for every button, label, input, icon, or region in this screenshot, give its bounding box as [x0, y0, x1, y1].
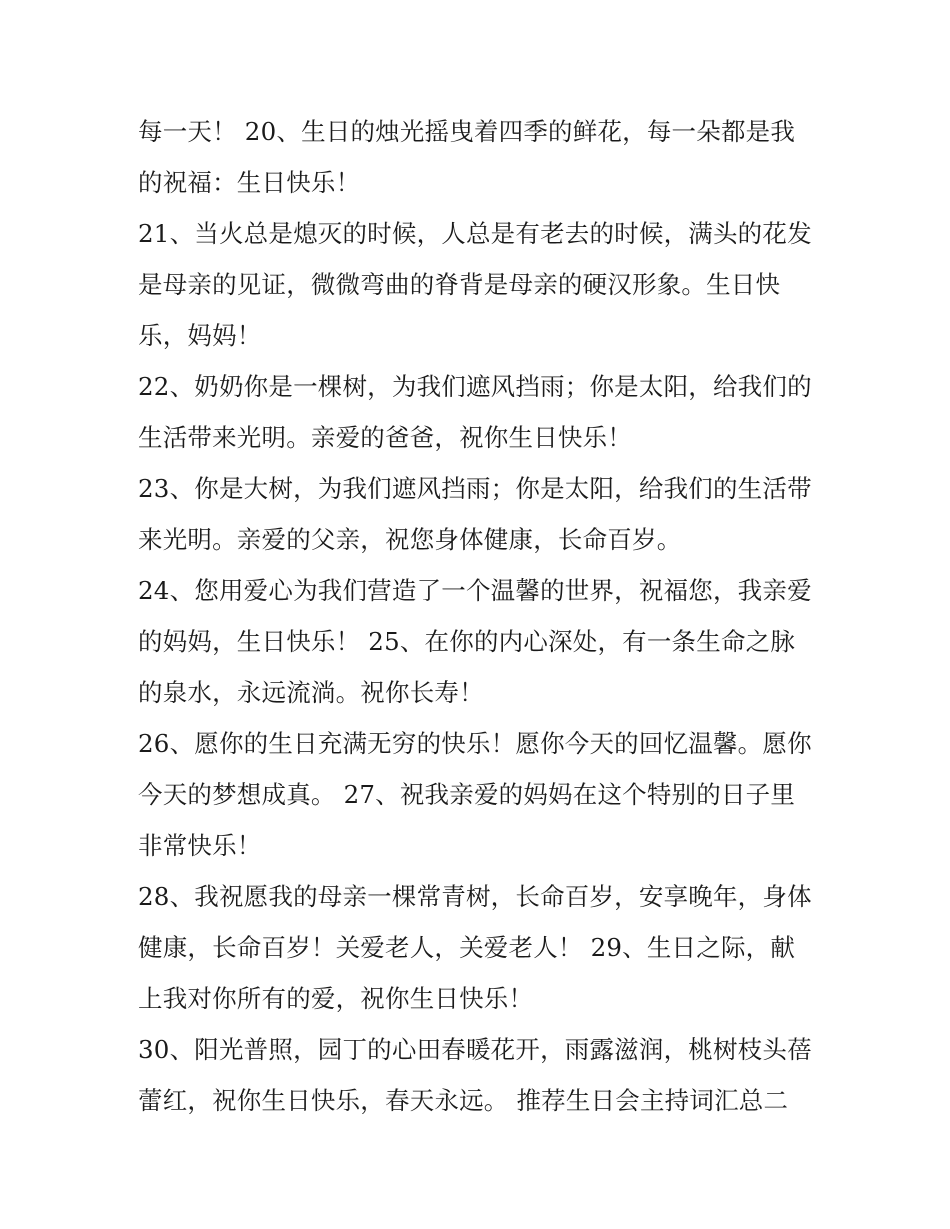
- text-line: 每一天！ 20、生日的烛光摇曳着四季的鲜花，每一朵都是我: [138, 117, 796, 146]
- text-line: 生活带来光明。亲爱的爸爸，祝你生日快乐！: [138, 423, 632, 452]
- text-line: 乐，妈妈！: [138, 321, 262, 350]
- text-line: 23、你是大树，为我们遮风挡雨；你是太阳，给我们的生活带: [138, 474, 812, 503]
- document-text-body: [138, 106, 828, 1126]
- text-line: 24、您用爱心为我们营造了一个温馨的世界，祝福您，我亲爱: [138, 576, 812, 605]
- text-line: 上我对你所有的爱，祝你生日快乐！: [138, 984, 534, 1013]
- text-line: 26、愿你的生日充满无穷的快乐！愿你今天的回忆温馨。愿你: [138, 729, 812, 758]
- text-line: 21、当火总是熄灭的时候，人总是有老去的时候，满头的花发: [138, 219, 812, 248]
- text-line: 22、奶奶你是一棵树，为我们遮风挡雨；你是太阳，给我们的: [138, 372, 812, 401]
- text-line: 30、阳光普照，园丁的心田春暖花开，雨露滋润，桃树枝头蓓: [138, 1035, 812, 1064]
- text-line: 非常快乐！: [138, 831, 262, 860]
- text-line: 的泉水，永远流淌。祝你长寿！: [138, 678, 484, 707]
- text-line: 28、我祝愿我的母亲一棵常青树，长命百岁，安享晚年，身体: [138, 882, 812, 911]
- text-line: 的祝福：生日快乐！: [138, 168, 361, 197]
- text-line: 来光明。亲爱的父亲，祝您身体健康，长命百岁。: [138, 525, 682, 554]
- text-line: 蕾红，祝你生日快乐，春天永远。 推荐生日会主持词汇总二: [138, 1086, 789, 1115]
- text-line: 今天的梦想成真。 27、祝我亲爱的妈妈在这个特别的日子里: [138, 780, 796, 809]
- text-line: 健康，长命百岁！关爱老人，关爱老人！ 29、生日之际，献: [138, 933, 796, 962]
- text-line: 是母亲的见证，微微弯曲的脊背是母亲的硬汉形象。生日快: [138, 270, 781, 299]
- text-line: 的妈妈，生日快乐！ 25、在你的内心深处，有一条生命之脉: [138, 627, 796, 656]
